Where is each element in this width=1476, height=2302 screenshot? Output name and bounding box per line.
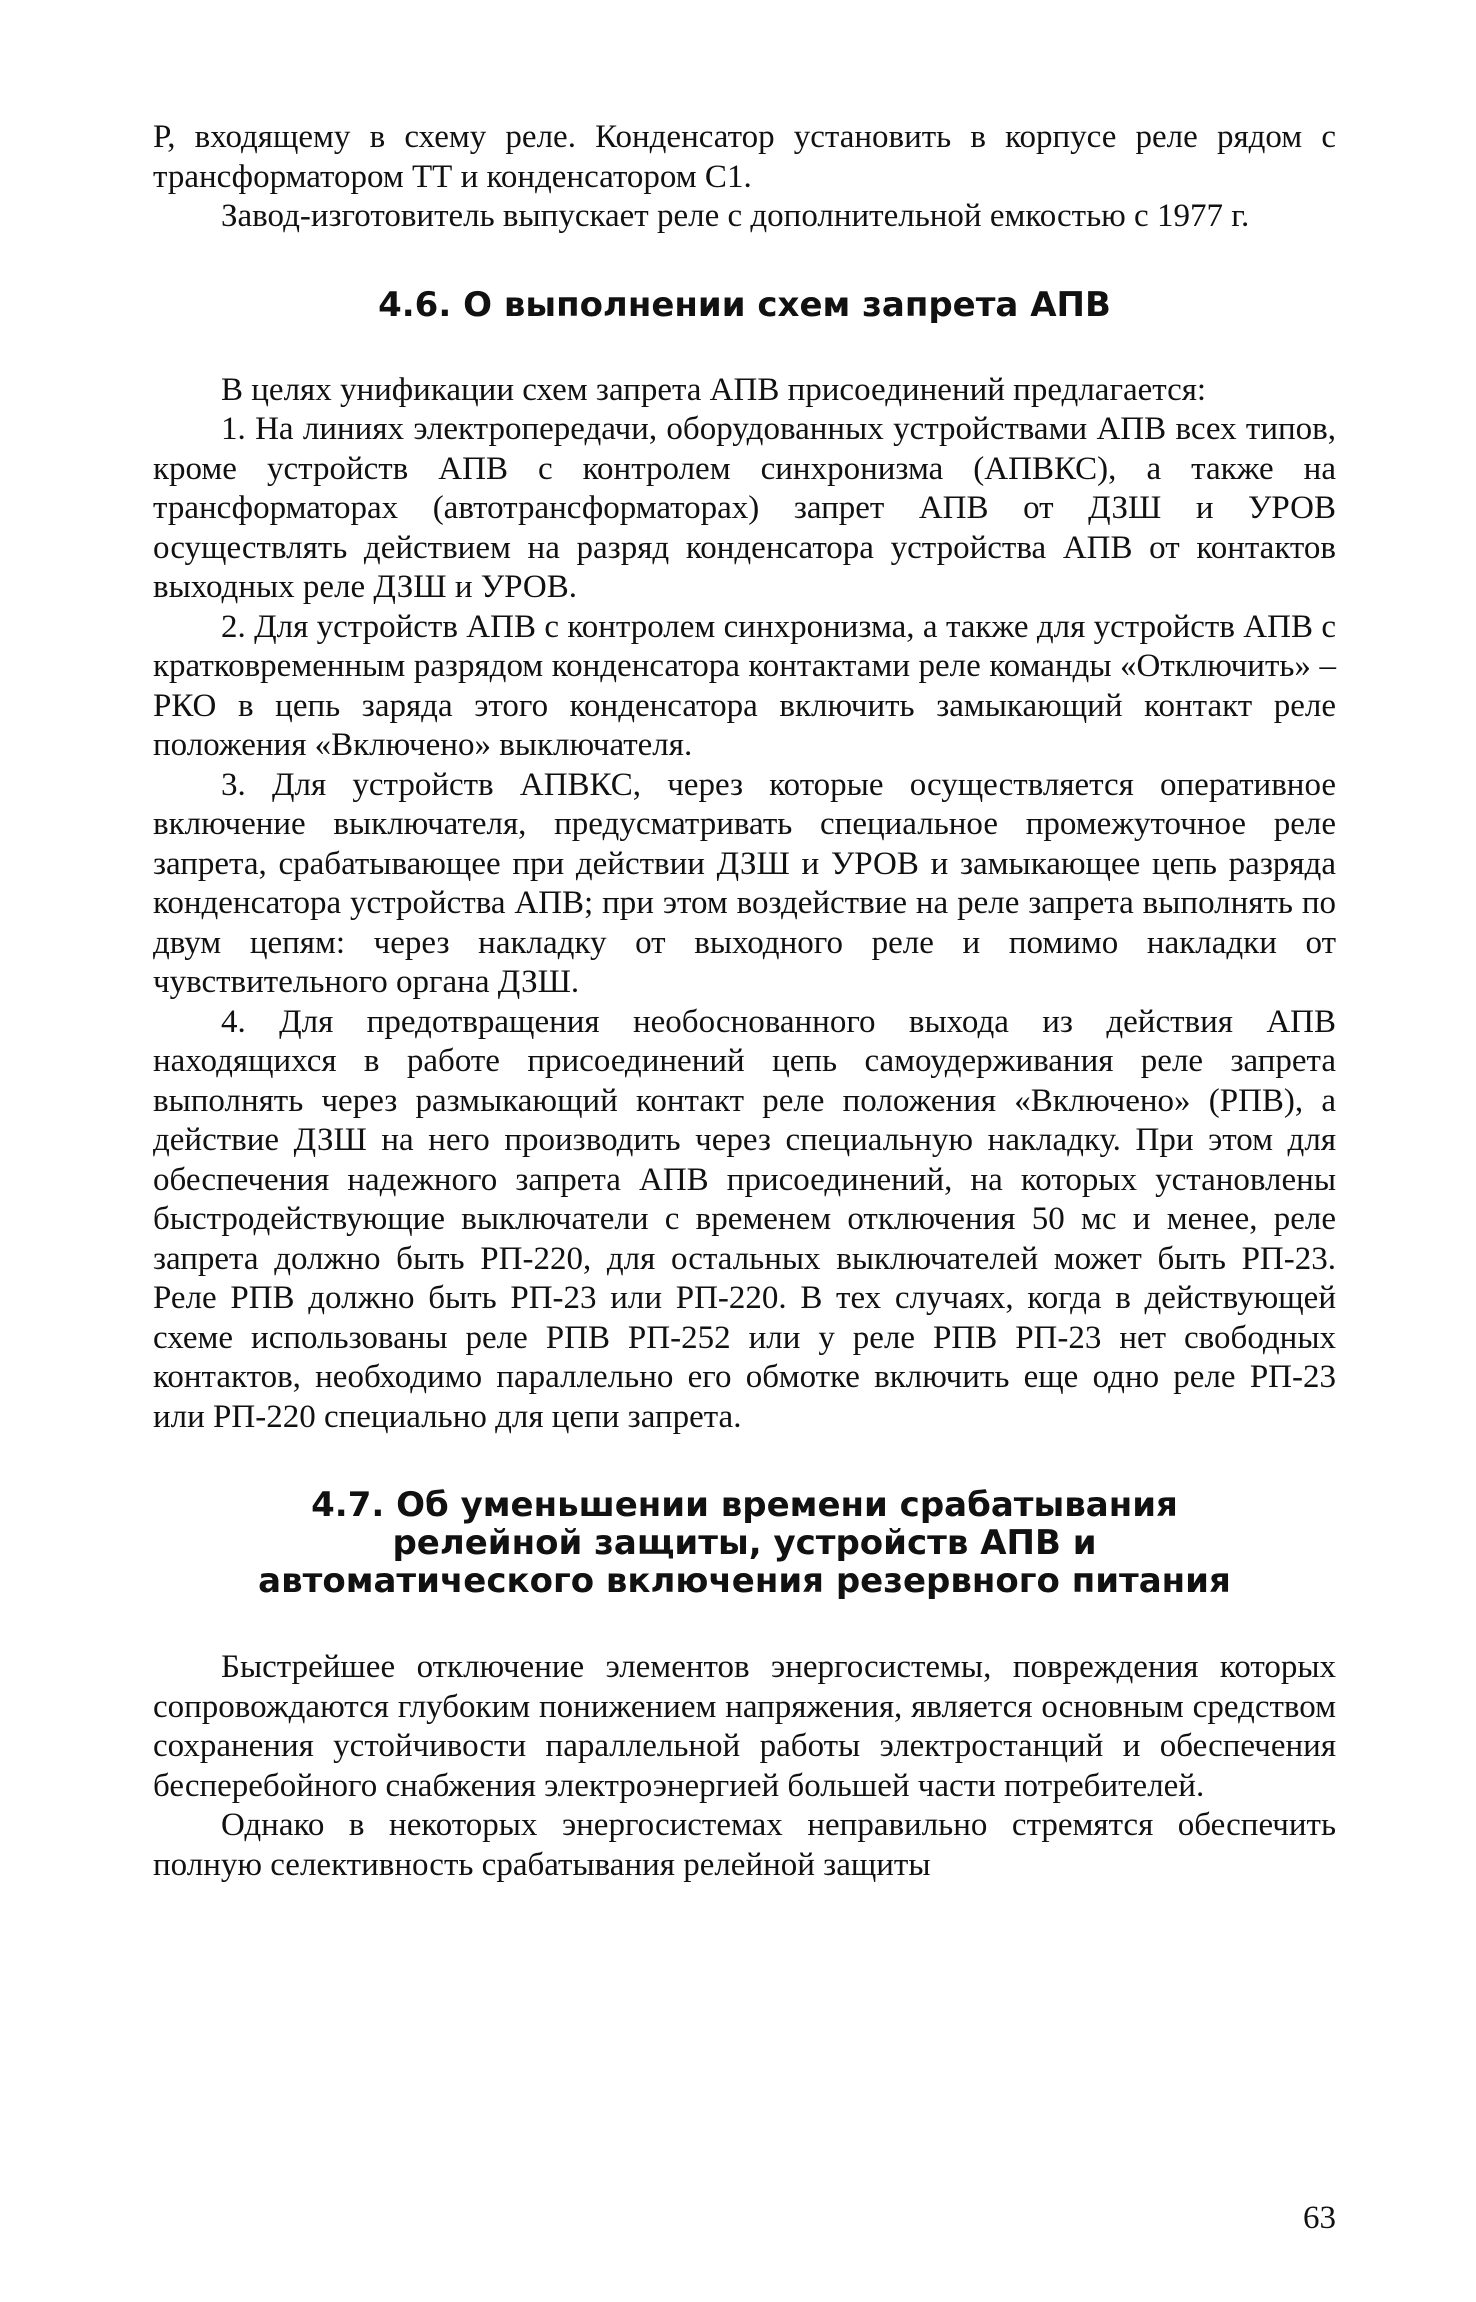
- intro-paragraph-continued: Р, входящему в схему реле. Конденсатор установить в корпусе реле рядом с трансформатором ТТ и конденсатором С1.: [153, 119, 1336, 195]
- document-page: [153, 118, 1336, 1885]
- intro-paragraph-manufacturer: Завод-изготовитель выпускает реле с дополнительной емкостью с 1977 г.: [221, 198, 1250, 234]
- section-4-7-paragraph-1: Быстрейшее отключение элементов энергосистемы, повреждения которых сопровождаются глубоким понижением напряжения, является основным средством сохранения устойчивости параллельной работы электростанций и обеспечения бесперебойного снабжения электроэнергией большей части потребителей.: [153, 1649, 1336, 1804]
- section-4-7-title-line-2: релейной защиты, устройств АПВ и: [392, 1523, 1097, 1563]
- section-4-6-item-2: 2. Для устройств АПВ с контролем синхронизма, а также для устройств АПВ с кратковременным разрядом конденсатора контактами реле команды «Отключить» – РКО в цепь заряда этого конденсатора включить замыкающий контакт реле положения «Включено» выключателя.: [153, 608, 1336, 763]
- section-4-6-item-1: 1. На линиях электропередачи, оборудованных устройствами АПВ всех типов, кроме устройств АПВ с контролем синхронизма (АПВКС), а также на трансформаторах (автотрансформаторах) запрет АПВ от ДЗШ и УРОВ осуществлять действием на разряд конденсатора устройства АПВ от контактов выходных реле ДЗШ и УРОВ.: [153, 411, 1336, 605]
- section-4-6-item-3: 3. Для устройств АПВКС, через которые осуществляется оперативное включение выключателя, предусматривать специальное промежуточное реле запрета, срабатывающее при действии ДЗШ и УРОВ и замыкающее цепь разряда конденсатора устройства АПВ; при этом воздействие на реле запрета выполнять по двум цепям: через накладку от выходного реле и помимо накладки от чувствительного органа ДЗШ.: [153, 766, 1336, 1000]
- section-4-7-title: [153, 1486, 1336, 1600]
- section-4-6-item-4: 4. Для предотвращения необоснованного выхода из действия АПВ находящихся в работе присоединений цепь самоудерживания реле запрета выполнять через размыкающий контакт реле положения «Включено» (РПВ), а действие ДЗШ на него производить через специальную накладку. При этом для обеспечения надежного запрета АПВ присоединений, на которых установлены быстродействующие выключатели с временем отключения 50 мс и менее, реле запрета должно быть РП-220, для остальных выключателей может быть РП-23. Реле РПВ должно быть РП-23 или РП-220. В тех случаях, когда в действующей схеме использованы реле РПВ РП-252 или у реле РПВ РП-23 нет свободных контактов, необходимо параллельно его обмотке включить еще одно реле РП-23 или РП-220 специально для цепи запрета.: [153, 1003, 1336, 1435]
- section-4-7-title-line-3: автоматического включения резервного питания: [258, 1561, 1231, 1601]
- section-4-7-title-line-1: 4.7. Об уменьшении времени срабатывания: [311, 1485, 1178, 1525]
- section-4-7-paragraph-2: Однако в некоторых энергосистемах неправильно стремятся обеспечить полную селективность срабатывания релейной защиты: [153, 1807, 1336, 1883]
- page-number: 63: [1303, 2200, 1336, 2236]
- section-4-6-title: 4.6. О выполнении схем запрета АПВ: [378, 284, 1111, 325]
- section-4-6-lead: В целях унификации схем запрета АПВ присоединений предлагается:: [221, 371, 1207, 408]
